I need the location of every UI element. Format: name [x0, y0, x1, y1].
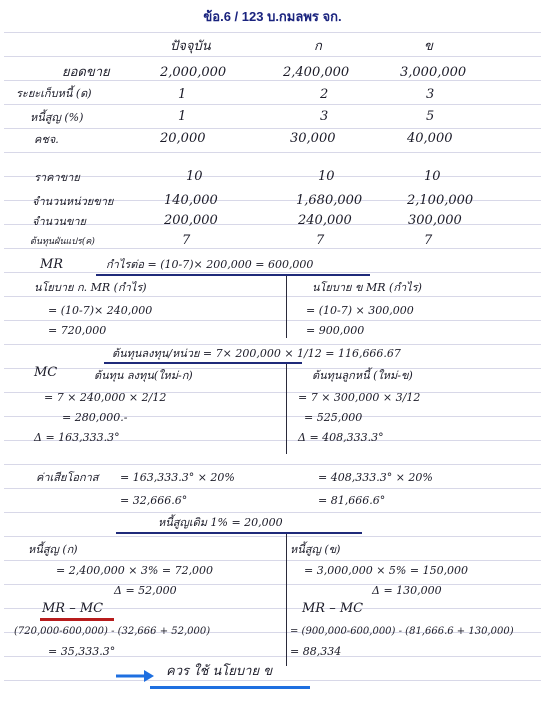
- mr-divider: [286, 276, 287, 338]
- row-value: 7: [316, 233, 325, 248]
- conclusion-underline: [150, 686, 310, 689]
- column-header-b: ข: [424, 39, 433, 54]
- row-value: 10: [424, 169, 441, 184]
- row-label: ระยะเก็บหนี้ (ด): [16, 87, 92, 100]
- mc-underline: [104, 362, 302, 364]
- row-value: 1: [178, 87, 187, 102]
- cost-right-line: = 408,333.3° × 20%: [318, 471, 433, 484]
- row-label: คชจ.: [34, 133, 59, 146]
- result-right-label: MR – MC: [302, 601, 364, 616]
- column-header-a: ก: [314, 39, 322, 54]
- baddebt-left-line: Δ = 52,000: [114, 584, 177, 597]
- mr-label: MR: [40, 257, 64, 272]
- mr-right-line: = (10-7) × 300,000: [306, 304, 414, 317]
- row-value: 200,000: [164, 213, 218, 228]
- cost-right-line: = 81,666.6°: [318, 494, 386, 507]
- baddebt-main: หนี้สูญเดิม 1% = 20,000: [158, 516, 283, 529]
- mc-divider: [286, 364, 287, 454]
- row-value: 40,000: [407, 131, 453, 146]
- row-value: 140,000: [164, 193, 218, 208]
- row-value: 2,400,000: [283, 65, 350, 80]
- row-value: 10: [186, 169, 203, 184]
- baddebt-right-line: = 3,000,000 × 5% = 150,000: [304, 564, 469, 577]
- row-label: ยอดขาย: [62, 65, 110, 80]
- row-value: 10: [318, 169, 335, 184]
- cost-left-line: = 32,666.6°: [120, 494, 188, 507]
- result-right-line: = (900,000-600,000) - (81,666.6 + 130,000): [290, 626, 514, 637]
- row-label: จำนวนขาย: [32, 215, 86, 228]
- row-label: ต้นทุนผันแปร(ค): [30, 237, 95, 247]
- mc-label: MC: [34, 365, 58, 380]
- result-left-underline: [40, 618, 114, 621]
- row-value: 2,100,000: [407, 193, 474, 208]
- mc-left-title: ต้นทุน ลงทุน(ใหม่-ก): [94, 369, 193, 382]
- row-value: 3: [320, 109, 329, 124]
- result-left-line: (720,000-600,000) - (32,666 + 52,000): [14, 626, 211, 637]
- row-value: 1,680,000: [296, 193, 363, 208]
- arrow-right-icon: [114, 668, 156, 684]
- row-label: ราคาขาย: [34, 171, 80, 184]
- mc-left-line: Δ = 163,333.3°: [34, 431, 120, 444]
- mr-main-calculation: กำไรต่อ = (10-7)× 200,000 = 600,000: [106, 258, 314, 271]
- mc-right-line: = 7 × 300,000 × 3/12: [298, 391, 421, 404]
- baddebt-right-title: หนี้สูญ (ข): [290, 543, 341, 556]
- row-value: 7: [424, 233, 433, 248]
- mr-left-line: = (10-7)× 240,000: [48, 304, 153, 317]
- cost-label: ค่าเสียโอกาส: [36, 471, 99, 484]
- row-value: 5: [426, 109, 435, 124]
- column-header-current: ปัจจุบัน: [170, 39, 211, 54]
- mr-right-title: นโยบาย ข MR (กำไร): [312, 281, 422, 294]
- row-label: จำนวนหน่วยขาย: [32, 195, 114, 208]
- mc-right-title: ต้นทุนลูกหนี้ (ใหม่-ข): [312, 369, 413, 382]
- mr-left-title: นโยบาย ก. MR (กำไร): [34, 281, 147, 294]
- mc-left-line: = 7 × 240,000 × 2/12: [44, 391, 167, 404]
- mc-investment-calculation: ต้นทุนลงทุน/หน่วย = 7× 200,000 × 1/12 = 116,666.67: [112, 347, 401, 360]
- mc-right-line: Δ = 408,333.3°: [298, 431, 384, 444]
- row-value: 2,000,000: [160, 65, 227, 80]
- mc-right-line: = 525,000: [304, 411, 363, 424]
- mc-left-line: = 280,000.-: [62, 411, 128, 424]
- row-value: 2: [320, 87, 329, 102]
- row-value: 1: [178, 109, 187, 124]
- conclusion-text: ควร ใช้ นโยบาย ข: [166, 664, 273, 679]
- baddebt-left-title: หนี้สูญ (ก): [28, 543, 78, 556]
- result-left-label: MR – MC: [42, 601, 104, 616]
- cost-left-line: = 163,333.3° × 20%: [120, 471, 235, 484]
- row-value: 240,000: [298, 213, 352, 228]
- baddebt-left-line: = 2,400,000 × 3% = 72,000: [56, 564, 214, 577]
- baddebt-underline: [116, 532, 362, 534]
- row-value: 3: [426, 87, 435, 102]
- baddebt-divider: [286, 534, 287, 666]
- row-value: 3,000,000: [400, 65, 467, 80]
- result-right-line: = 88,334: [290, 645, 342, 658]
- row-label: หนี้สูญ (%): [30, 111, 84, 124]
- mr-underline: [96, 274, 370, 276]
- page-header: ข้อ.6 / 123 บ.กมลพร จก.: [203, 9, 342, 24]
- row-value: 300,000: [408, 213, 462, 228]
- row-value: 7: [182, 233, 191, 248]
- mr-right-line: = 900,000: [306, 324, 365, 337]
- row-value: 30,000: [290, 131, 336, 146]
- baddebt-right-line: Δ = 130,000: [372, 584, 442, 597]
- result-left-line: = 35,333.3°: [48, 645, 116, 658]
- row-value: 20,000: [160, 131, 206, 146]
- mr-left-line: = 720,000: [48, 324, 107, 337]
